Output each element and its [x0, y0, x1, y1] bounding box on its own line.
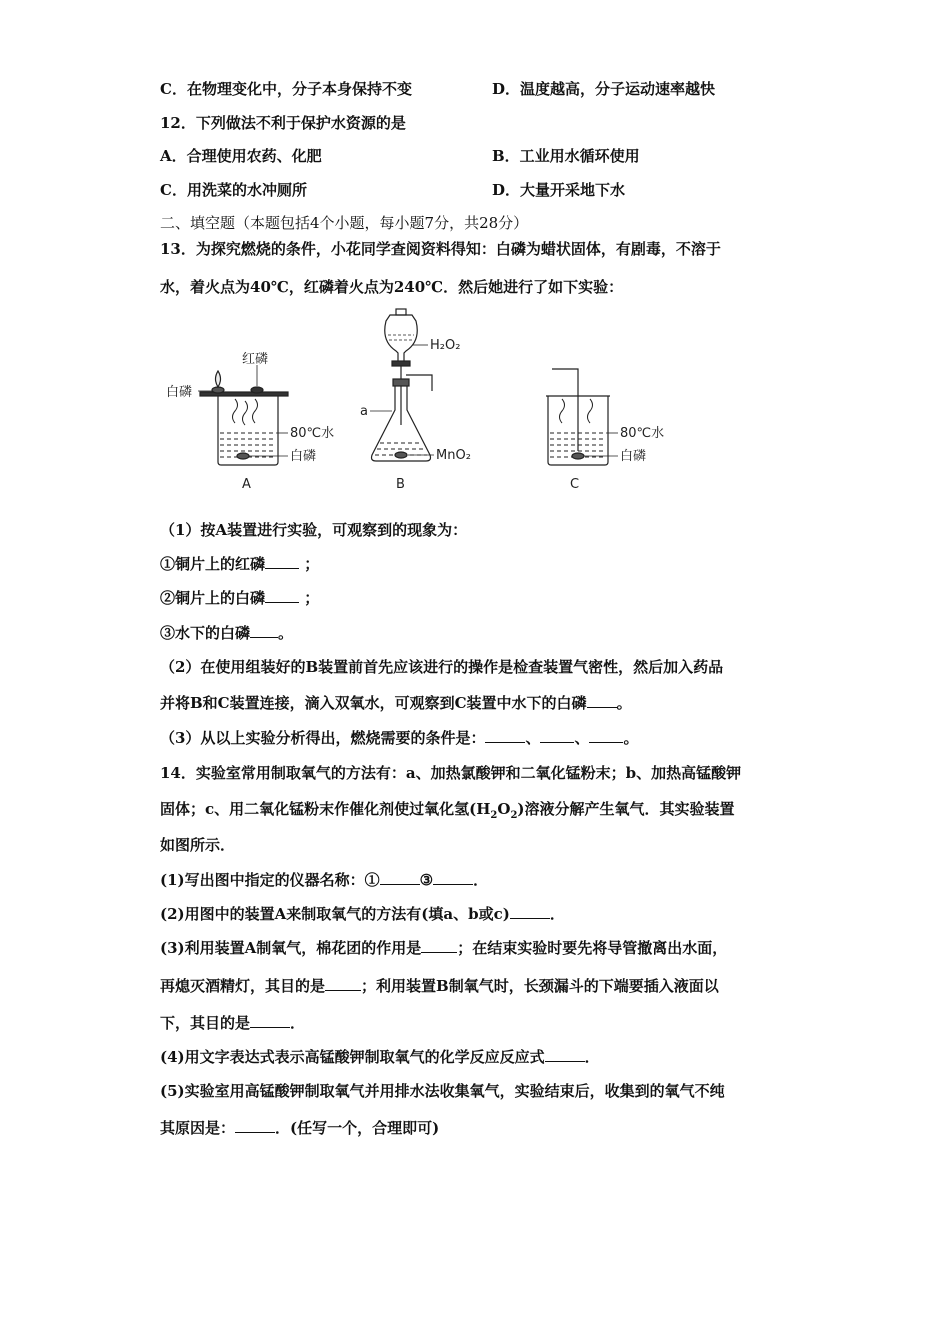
answer-blank[interactable]: [265, 554, 299, 569]
answer-blank[interactable]: [433, 870, 473, 885]
experiment-figure: [160, 305, 680, 500]
answer-blank[interactable]: [589, 728, 623, 743]
apparatus-a: [198, 365, 288, 465]
copper-plate: [200, 392, 288, 396]
answer-blank[interactable]: [540, 728, 574, 743]
label-h2o2: H₂O₂: [430, 338, 461, 353]
q13-part1-b: ②铜片上的白磷 ；: [160, 589, 320, 607]
q13-part1: （1）按A装置进行实验，可观察到的现象为：: [160, 521, 468, 539]
q13-line-2: 水，着火点为40℃，红磷着火点为240℃．然后她进行了如下实验：: [160, 278, 624, 296]
red-phosphorus: [251, 387, 263, 393]
answer-blank[interactable]: [250, 1013, 290, 1028]
answer-blank[interactable]: [265, 588, 299, 603]
q14-line-1: 14．实验室常用制取氧气的方法有：a、加热氯酸钾和二氧化锰粉末；b、加热高锰酸钾: [160, 764, 742, 782]
label-white-phosphorus-a-bottom: 白磷: [290, 449, 317, 464]
q12-option-c: C．用洗菜的水冲厕所: [160, 181, 307, 199]
q14-sub-2: (2)用图中的装置A来制取氧气的方法有(填a、b或c) ．: [160, 905, 565, 923]
apparatus-b: [370, 309, 434, 461]
q13-part2-line2: 并将B和C装置连接，滴入双氧水，可观察到C装置中水下的白磷 。: [160, 694, 632, 712]
label-mno2: MnO₂: [436, 448, 471, 463]
answer-blank[interactable]: [250, 623, 278, 638]
q11-option-d: D．温度越高，分子运动速率越快: [492, 80, 716, 98]
q13-part2-line1: （2）在使用组装好的B装置前首先应该进行的操作是检查装置气密性，然后加入药品: [160, 658, 724, 676]
label-white-phosphorus-a-top: 白磷: [166, 385, 193, 400]
answer-blank[interactable]: [421, 938, 457, 953]
stopper: [393, 379, 409, 386]
answer-blank[interactable]: [380, 870, 420, 885]
q14-sub-1: (1)写出图中指定的仪器名称：① ③ ．: [160, 871, 489, 889]
label-red-phosphorus: 红磷: [242, 352, 269, 367]
apparatus-c: [546, 369, 618, 465]
q12-option-a: A．合理使用农药、化肥: [160, 147, 322, 165]
white-phosphorus-bottom: [237, 453, 249, 459]
q14-line-3: 如图所示．: [160, 836, 236, 854]
caption-c: C: [570, 477, 580, 492]
answer-blank[interactable]: [235, 1118, 275, 1133]
q14-sub-3-line1: (3)利用装置A制氧气，棉花团的作用是 ；在结束实验时要先将导管撤离出水面，: [160, 939, 728, 957]
stopcock: [392, 361, 410, 366]
answer-blank[interactable]: [510, 904, 550, 919]
label-water-c: 80℃水: [620, 426, 665, 441]
q12-option-d: D．大量开采地下水: [492, 181, 626, 199]
label-water-a: 80℃水: [290, 426, 335, 441]
q14-sub-4: (4)用文字表达式表示高锰酸钾制取氧气的化学反应反应式 ．: [160, 1048, 600, 1066]
separatory-funnel: [385, 315, 418, 363]
q14-sub-5-line2: 其原因是： ．(任写一个，合理即可): [160, 1119, 440, 1137]
answer-blank[interactable]: [325, 976, 361, 991]
q13-line-1: 13．为探究燃烧的条件，小花同学查阅资料得知：白磷为蜡状固体，有剧毒，不溶于: [160, 240, 721, 258]
q14-sub-5-line1: (5)实验室用高锰酸钾制取氧气并用排水法收集氧气，实验结束后，收集到的氧气不纯: [160, 1082, 725, 1100]
section-heading: 二、填空题（本题包括4个小题，每小题7分，共28分）: [160, 214, 529, 232]
q12-stem: 12．下列做法不利于保护水资源的是: [160, 114, 406, 132]
q14-line-2: 固体；c、用二氧化锰粉末作催化剂使过氧化氢$(H_2O_2)$溶液分解产生氧气．其实验装置: [160, 800, 735, 821]
q14-sub-3-line2: 再熄灭酒精灯，其目的是 ；利用装置B制氧气时，长颈漏斗的下端要插入液面以: [160, 977, 719, 995]
answer-blank[interactable]: [485, 728, 525, 743]
q14-sub-3-line3: 下，其目的是 ．: [160, 1014, 306, 1032]
caption-b: B: [396, 477, 405, 492]
flame-icon: [216, 371, 221, 387]
q12-option-b: B．工业用水循环使用: [492, 147, 640, 165]
q13-part1-a: ①铜片上的红磷 ；: [160, 555, 320, 573]
q11-option-c: C．在物理变化中，分子本身保持不变: [160, 80, 412, 98]
answer-blank[interactable]: [587, 693, 617, 708]
q13-part3: （3）从以上实验分析得出，燃烧需要的条件是： 、 、 。: [160, 729, 639, 747]
caption-a: A: [242, 477, 251, 492]
label-a: a: [360, 404, 368, 419]
q13-part1-c: ③水下的白磷 。: [160, 624, 294, 642]
label-white-phosphorus-c: 白磷: [620, 449, 647, 464]
answer-blank[interactable]: [545, 1047, 585, 1062]
